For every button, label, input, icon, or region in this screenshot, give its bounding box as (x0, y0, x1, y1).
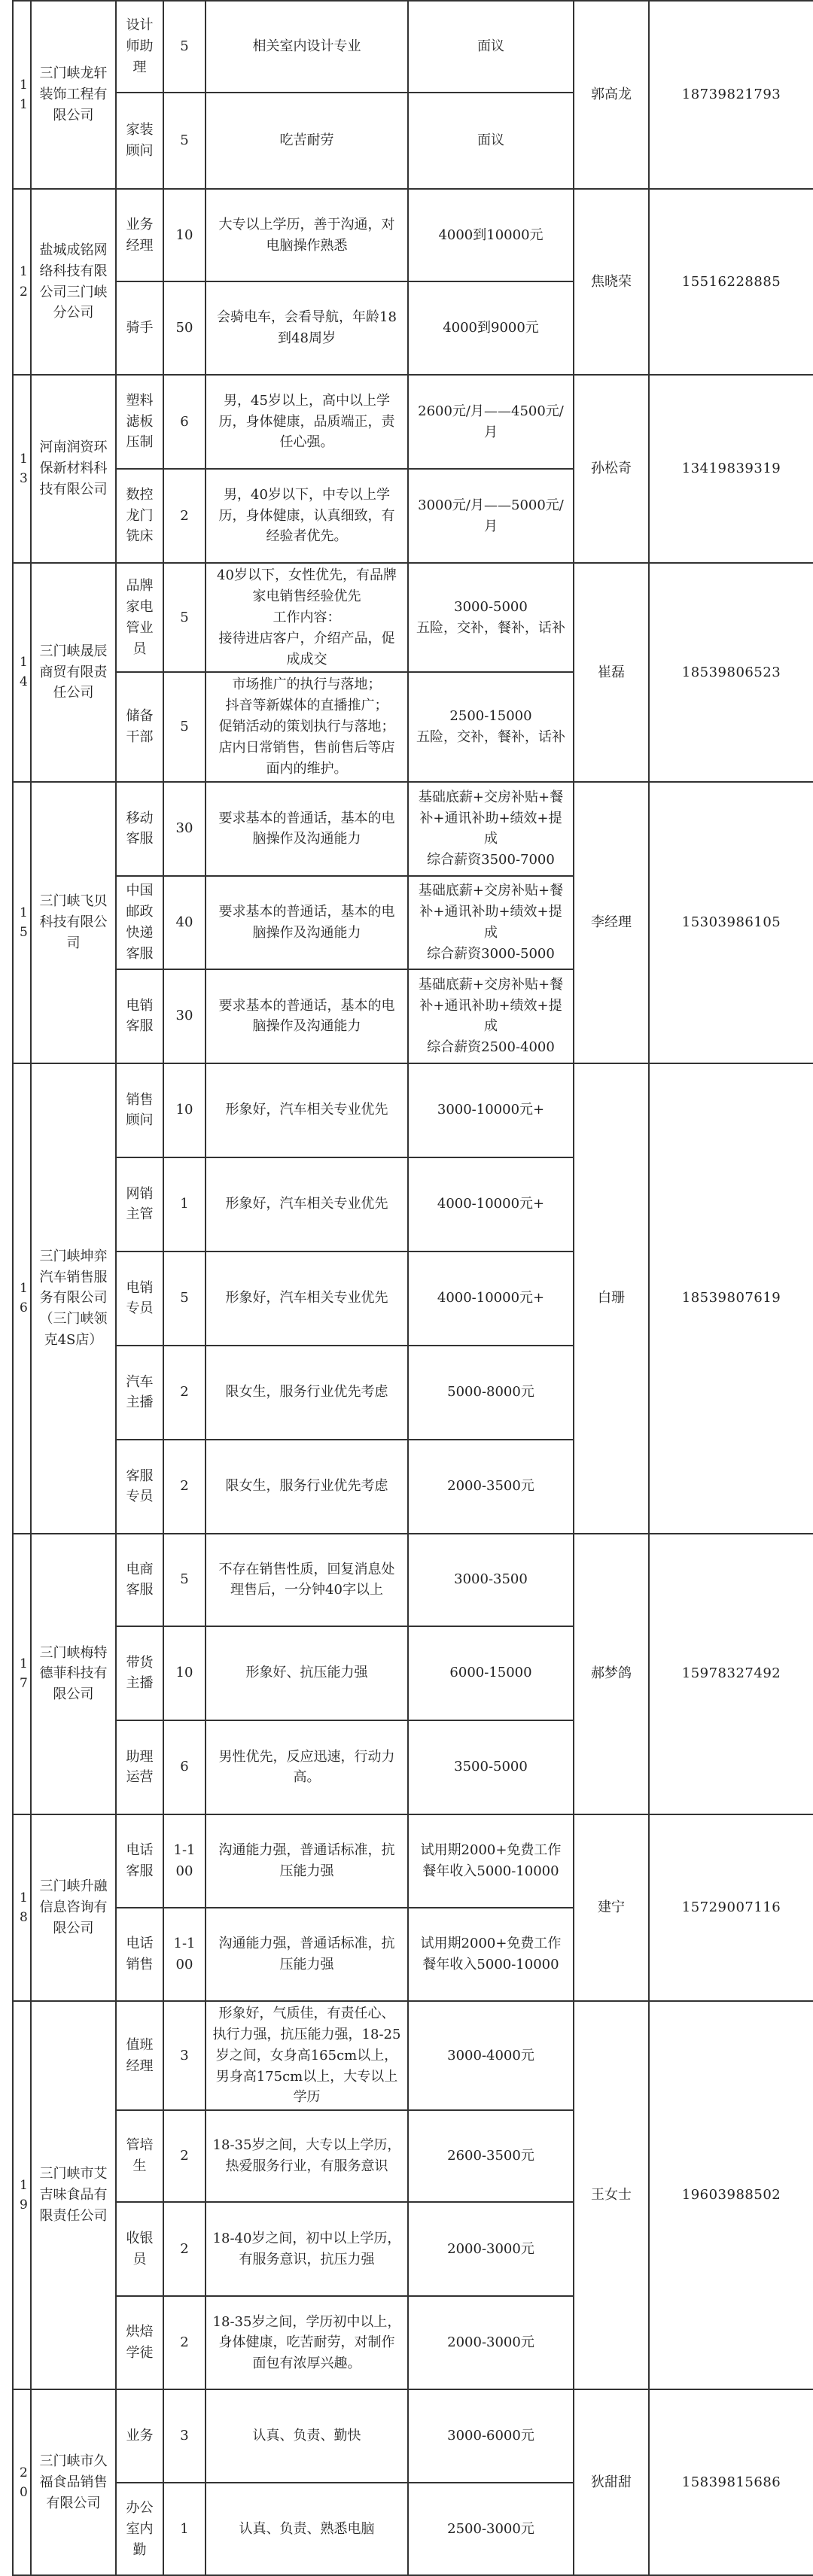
job-count: 1 (163, 1157, 206, 1252)
job-title: 业务 (116, 2389, 163, 2483)
job-count: 5 (163, 1, 206, 93)
job-count: 10 (163, 1063, 206, 1157)
job-requirements: 吃苦耐劳 (206, 93, 408, 189)
job-requirements: 要求基本的普通话，基本的电脑操作及沟通能力 (206, 876, 408, 969)
row-number: 17 (13, 1534, 31, 1814)
job-table (12, 0, 813, 2576)
job-count: 5 (163, 1252, 206, 1346)
job-table-body (13, 1, 813, 2575)
job-title: 设计师助理 (116, 1, 163, 93)
job-title: 移动客服 (116, 782, 163, 876)
job-count: 30 (163, 782, 206, 876)
job-requirements: 限女生，服务行业优先考虑 (206, 1440, 408, 1534)
company-name: 河南润资环保新材料科技有限公司 (31, 375, 116, 563)
row-number: 12 (13, 189, 31, 375)
job-requirements: 沟通能力强，普通话标准，抗压能力强 (206, 1908, 408, 2001)
job-requirements: 认真、负责、熟悉电脑 (206, 2483, 408, 2575)
job-count: 50 (163, 281, 206, 375)
job-title: 管培生 (116, 2110, 163, 2202)
job-requirements: 要求基本的普通话，基本的电脑操作及沟通能力 (206, 782, 408, 876)
job-salary: 试用期2000+免费工作餐年收入5000-10000 (408, 1814, 574, 1908)
job-salary: 4000-10000元+ (408, 1157, 574, 1252)
contact-phone: 15839815686 (649, 2389, 813, 2575)
job-title: 办公室内勤 (116, 2483, 163, 2575)
job-requirements: 沟通能力强，普通话标准，抗压能力强 (206, 1814, 408, 1908)
job-title: 电销专员 (116, 1252, 163, 1346)
job-title: 客服专员 (116, 1440, 163, 1534)
company-name: 三门峡飞贝科技有限公司 (31, 782, 116, 1063)
job-salary: 2500-15000 五险，交补，餐补，话补 (408, 672, 574, 781)
job-row (13, 2001, 813, 2110)
job-requirements: 市场推广的执行与落地； 抖音等新媒体的直播推广； 促销活动的策划执行与落地； 店内日常销售，售前售后等店面内的维护。 (206, 672, 408, 781)
job-title: 家装顾问 (116, 93, 163, 189)
row-number: 15 (13, 782, 31, 1063)
job-salary: 面议 (408, 93, 574, 189)
contact-phone: 15303986105 (649, 782, 813, 1063)
row-number: 18 (13, 1814, 31, 2001)
job-title: 数控龙门铣床 (116, 469, 163, 563)
job-title: 电话客服 (116, 1814, 163, 1908)
job-count: 30 (163, 969, 206, 1063)
job-title: 电商客服 (116, 1534, 163, 1626)
job-salary: 2000-3500元 (408, 1440, 574, 1534)
job-requirements: 18-40岁之间，初中以上学历，有服务意识，抗压力强 (206, 2202, 408, 2296)
job-count: 2 (163, 1440, 206, 1534)
job-requirements: 不存在销售性质，回复消息处理售后，一分钟40字以上 (206, 1534, 408, 1626)
company-name: 三门峡龙轩装饰工程有限公司 (31, 1, 116, 189)
job-count: 2 (163, 2110, 206, 2202)
job-salary: 2500-3000元 (408, 2483, 574, 2575)
job-count: 5 (163, 563, 206, 672)
contact-phone: 15978327492 (649, 1534, 813, 1814)
job-count: 5 (163, 672, 206, 781)
job-salary: 6000-15000 (408, 1626, 574, 1720)
job-salary: 3000-4000元 (408, 2001, 574, 2110)
job-title: 电销客服 (116, 969, 163, 1063)
job-title: 汽车主播 (116, 1346, 163, 1440)
row-number: 20 (13, 2389, 31, 2575)
contact-person: 李经理 (574, 782, 649, 1063)
job-requirements: 会骑电车，会看导航，年龄18到48周岁 (206, 281, 408, 375)
job-requirements: 40岁以下，女性优先，有品牌家电销售经验优先 工作内容： 接待进店客户，介绍产品，促成成交 (206, 563, 408, 672)
job-salary: 面议 (408, 1, 574, 93)
contact-person: 王女士 (574, 2001, 649, 2389)
job-title: 中国邮政快递客服 (116, 876, 163, 969)
contact-phone: 13419839319 (649, 375, 813, 563)
contact-phone: 15516228885 (649, 189, 813, 375)
job-count: 40 (163, 876, 206, 969)
job-title: 值班经理 (116, 2001, 163, 2110)
job-salary: 基础底薪+交房补贴+餐补+通讯补助+绩效+提成 综合薪资2500-4000 (408, 969, 574, 1063)
job-count: 2 (163, 469, 206, 563)
row-number: 13 (13, 375, 31, 563)
contact-person: 崔磊 (574, 563, 649, 782)
job-count: 3 (163, 2001, 206, 2110)
job-count: 1-100 (163, 1814, 206, 1908)
job-count: 2 (163, 1346, 206, 1440)
job-requirements: 18-35岁之间，学历初中以上，身体健康，吃苦耐劳，对制作面包有浓厚兴趣。 (206, 2296, 408, 2389)
job-title: 品牌家电管业员 (116, 563, 163, 672)
job-count: 2 (163, 2296, 206, 2389)
job-row (13, 375, 813, 469)
job-salary: 基础底薪+交房补贴+餐补+通讯补助+绩效+提成 综合薪资3000-5000 (408, 876, 574, 969)
job-count: 6 (163, 375, 206, 469)
job-salary: 2000-3000元 (408, 2202, 574, 2296)
job-requirements: 形象好，汽车相关专业优先 (206, 1157, 408, 1252)
contact-phone: 18539807619 (649, 1063, 813, 1534)
job-salary: 4000到9000元 (408, 281, 574, 375)
job-row (13, 563, 813, 672)
job-title: 收银员 (116, 2202, 163, 2296)
job-title: 电话销售 (116, 1908, 163, 2001)
job-salary: 3000-5000 五险，交补，餐补，话补 (408, 563, 574, 672)
job-salary: 2000-3000元 (408, 2296, 574, 2389)
job-row (13, 1, 813, 93)
row-number: 14 (13, 563, 31, 782)
job-requirements: 18-35岁之间，大专以上学历，热爱服务行业，有服务意识 (206, 2110, 408, 2202)
job-requirements: 形象好、抗压能力强 (206, 1626, 408, 1720)
contact-person: 郭高龙 (574, 1, 649, 189)
job-requirements: 限女生，服务行业优先考虑 (206, 1346, 408, 1440)
contact-phone: 18539806523 (649, 563, 813, 782)
job-row (13, 1534, 813, 1626)
company-name: 三门峡梅特德菲科技有限公司 (31, 1534, 116, 1814)
job-salary: 3000-3500 (408, 1534, 574, 1626)
contact-person: 郝梦鸽 (574, 1534, 649, 1814)
job-requirements: 男，40岁以下，中专以上学历，身体健康，认真细致，有经验者优先。 (206, 469, 408, 563)
company-name: 盐城成铭网络科技有限公司三门峡分公司 (31, 189, 116, 375)
job-salary: 3000元/月——5000元/月 (408, 469, 574, 563)
job-row (13, 782, 813, 876)
job-row (13, 1814, 813, 1908)
job-salary: 3000-10000元+ (408, 1063, 574, 1157)
job-salary: 3500-5000 (408, 1720, 574, 1814)
job-salary: 2600-3500元 (408, 2110, 574, 2202)
job-row (13, 1063, 813, 1157)
job-count: 10 (163, 189, 206, 281)
job-title: 业务经理 (116, 189, 163, 281)
job-count: 5 (163, 1534, 206, 1626)
job-title: 网销主管 (116, 1157, 163, 1252)
job-requirements: 大专以上学历，善于沟通，对电脑操作熟悉 (206, 189, 408, 281)
company-name: 三门峡市艾吉味食品有限责任公司 (31, 2001, 116, 2389)
job-salary: 5000-8000元 (408, 1346, 574, 1440)
contact-phone: 18739821793 (649, 1, 813, 189)
job-salary: 4000-10000元+ (408, 1252, 574, 1346)
job-count: 10 (163, 1626, 206, 1720)
job-row (13, 189, 813, 281)
job-row (13, 2389, 813, 2483)
row-number: 11 (13, 1, 31, 189)
job-requirements: 认真、负责、勤快 (206, 2389, 408, 2483)
job-requirements: 男性优先，反应迅速，行动力高。 (206, 1720, 408, 1814)
contact-person: 孙松奇 (574, 375, 649, 563)
job-title: 储备干部 (116, 672, 163, 781)
company-name: 三门峡升融信息咨询有限公司 (31, 1814, 116, 2001)
job-count: 6 (163, 1720, 206, 1814)
row-number: 19 (13, 2001, 31, 2389)
contact-phone: 19603988502 (649, 2001, 813, 2389)
contact-person: 焦晓荣 (574, 189, 649, 375)
job-requirements: 形象好，气质佳，有责任心、执行力强，抗压能力强，18-25岁之间，女身高165cm以上，男身高175cm以上，大专以上学历 (206, 2001, 408, 2110)
job-salary: 3000-6000元 (408, 2389, 574, 2483)
job-title: 带货主播 (116, 1626, 163, 1720)
job-salary: 试用期2000+免费工作餐年收入5000-10000 (408, 1908, 574, 2001)
job-requirements: 形象好，汽车相关专业优先 (206, 1252, 408, 1346)
job-count: 5 (163, 93, 206, 189)
job-requirements: 男，45岁以上，高中以上学历，身体健康，品质端正，责任心强。 (206, 375, 408, 469)
job-title: 烘焙学徒 (116, 2296, 163, 2389)
job-count: 3 (163, 2389, 206, 2483)
job-title: 销售顾问 (116, 1063, 163, 1157)
job-salary: 2600元/月——4500元/月 (408, 375, 574, 469)
job-title: 助理运营 (116, 1720, 163, 1814)
job-count: 1-100 (163, 1908, 206, 2001)
job-title: 塑料滤板压制 (116, 375, 163, 469)
row-number: 16 (13, 1063, 31, 1534)
contact-phone: 15729007116 (649, 1814, 813, 2001)
job-count: 1 (163, 2483, 206, 2575)
job-count: 2 (163, 2202, 206, 2296)
company-name: 三门峡坤弈汽车销售服务有限公司（三门峡领克4S店） (31, 1063, 116, 1534)
company-name: 三门峡市久福食品销售有限公司 (31, 2389, 116, 2575)
job-title: 骑手 (116, 281, 163, 375)
job-salary: 基础底薪+交房补贴+餐补+通讯补助+绩效+提成 综合薪资3500-7000 (408, 782, 574, 876)
job-salary: 4000到10000元 (408, 189, 574, 281)
contact-person: 建宁 (574, 1814, 649, 2001)
job-requirements: 相关室内设计专业 (206, 1, 408, 93)
contact-person: 狄甜甜 (574, 2389, 649, 2575)
job-requirements: 形象好，汽车相关专业优先 (206, 1063, 408, 1157)
company-name: 三门峡晟辰商贸有限责任公司 (31, 563, 116, 782)
contact-person: 白珊 (574, 1063, 649, 1534)
job-requirements: 要求基本的普通话，基本的电脑操作及沟通能力 (206, 969, 408, 1063)
